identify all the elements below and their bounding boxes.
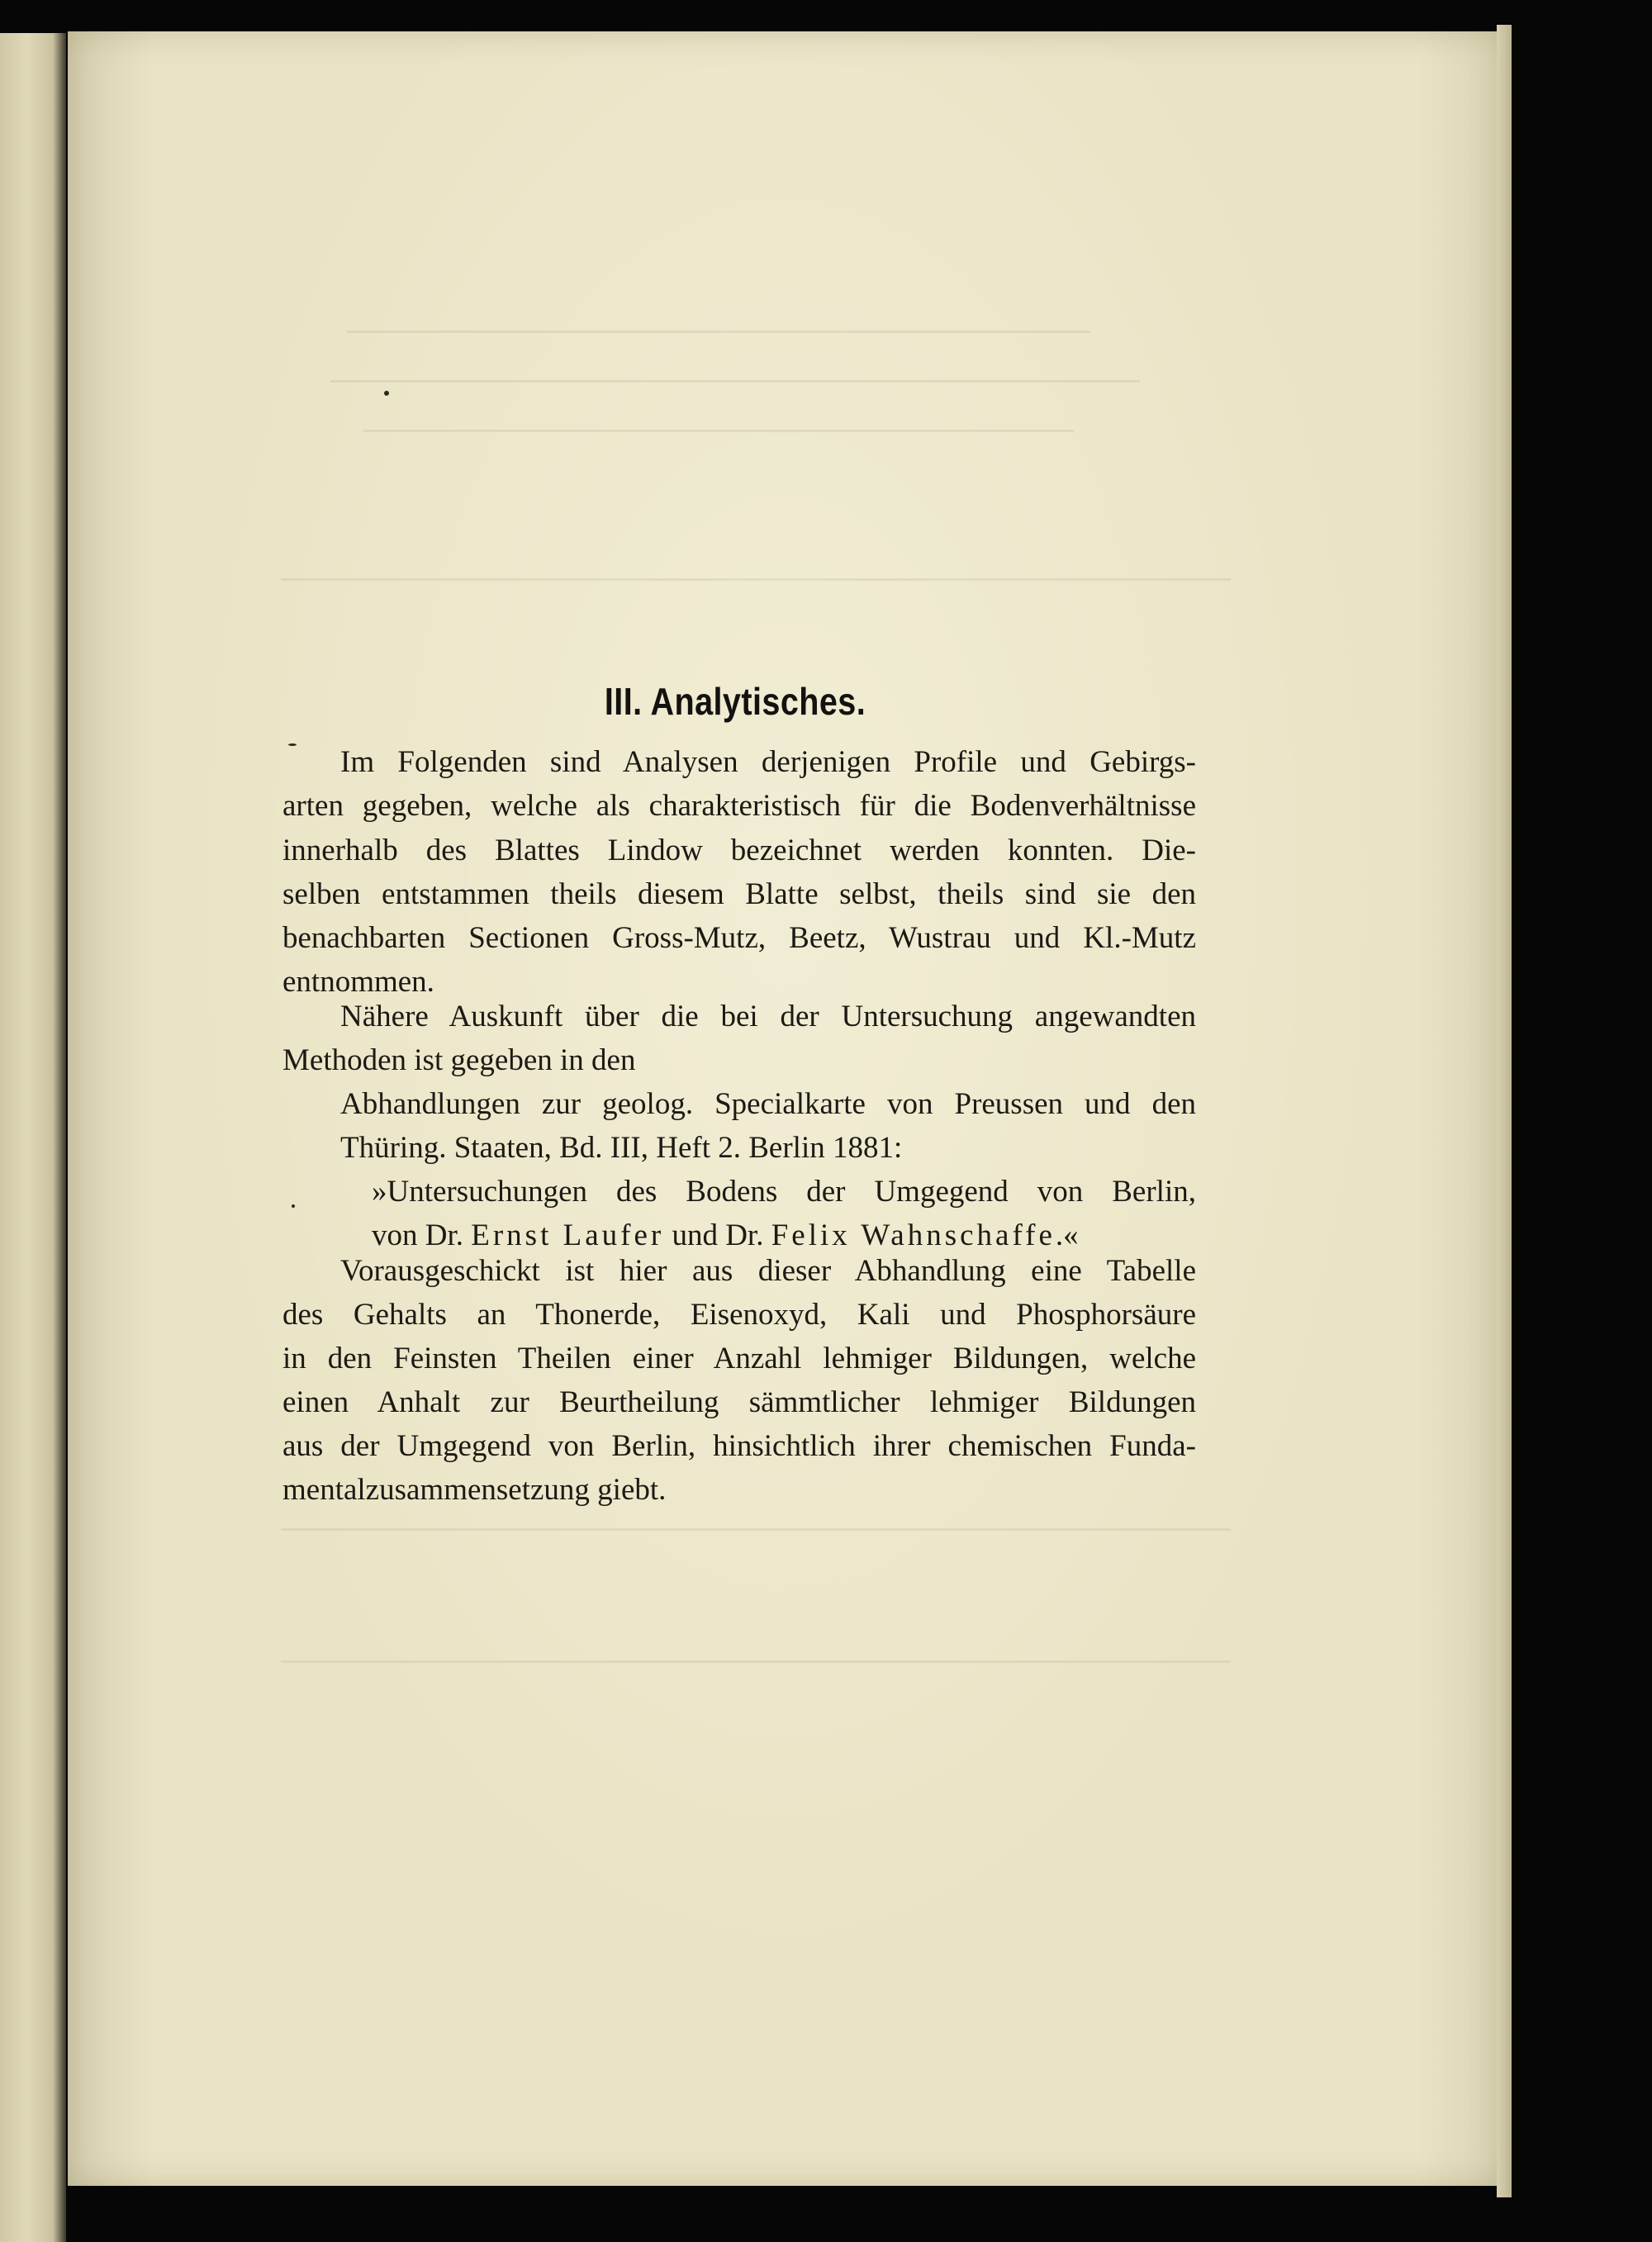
text-line-7: Nähere Auskunft über die bei der Untersuchung angewandten — [340, 1000, 1196, 1033]
text-line-5: benachbarten Sectionen Gross-Mutz, Beetz, Wustrau und Kl.-Mutz — [282, 921, 1196, 955]
citation-line-1: Abhandlungen zur geolog. Specialkarte von Preussen und den — [340, 1087, 1196, 1121]
author-laufer: Ernst Laufer — [471, 1218, 665, 1252]
authors-suffix: .« — [1055, 1218, 1079, 1252]
author-wahnschaffe: Felix Wahnschaffe — [771, 1218, 1056, 1252]
section-heading: III. Analytisches. — [604, 680, 866, 723]
text-line-8: Methoden ist gegeben in den — [282, 1043, 636, 1077]
ink-speck — [292, 1204, 295, 1208]
text-line-13: aus der Umgegend von Berlin, hinsichtlich ihrer chemischen Funda- — [282, 1429, 1196, 1463]
text-line-11: in den Feinsten Theilen einer Anzahl lehmiger Bildungen, welche — [282, 1342, 1196, 1375]
citation-line-2: Thüring. Staaten, Bd. III, Heft 2. Berlin 1881: — [340, 1131, 903, 1165]
text-line-9: Vorausgeschickt ist hier aus dieser Abhandlung eine Tabelle — [340, 1254, 1196, 1288]
text-line-4: selben entstammen theils diesem Blatte selbst, theils sind sie den — [282, 877, 1196, 911]
citation-authors-line — [372, 1220, 1079, 1251]
text-line-14: mentalzusammensetzung giebt. — [282, 1473, 667, 1507]
text-line-10: des Gehalts an Thonerde, Eisenoxyd, Kali und Phosphorsäure — [282, 1298, 1196, 1332]
text-line-2: arten gegeben, welche als charakteristisch für die Bodenverhältnisse — [282, 789, 1196, 823]
citation-line-3: »Untersuchungen des Bodens der Umgegend von Berlin, — [372, 1175, 1196, 1209]
authors-prefix: von Dr. — [372, 1218, 472, 1252]
text-line-1: Im Folgenden sind Analysen derjenigen Profile und Gebirgs- — [340, 745, 1196, 779]
text-line-6: entnommen. — [282, 965, 434, 999]
text-line-12: einen Anhalt zur Beurtheilung sämmtlicher lehmiger Bildungen — [282, 1385, 1196, 1419]
ink-speck — [288, 743, 297, 746]
authors-middle: und Dr. — [664, 1218, 771, 1252]
ink-speck — [384, 391, 389, 396]
text-line-3: innerhalb des Blattes Lindow bezeichnet werden konnten. Die- — [282, 834, 1196, 867]
